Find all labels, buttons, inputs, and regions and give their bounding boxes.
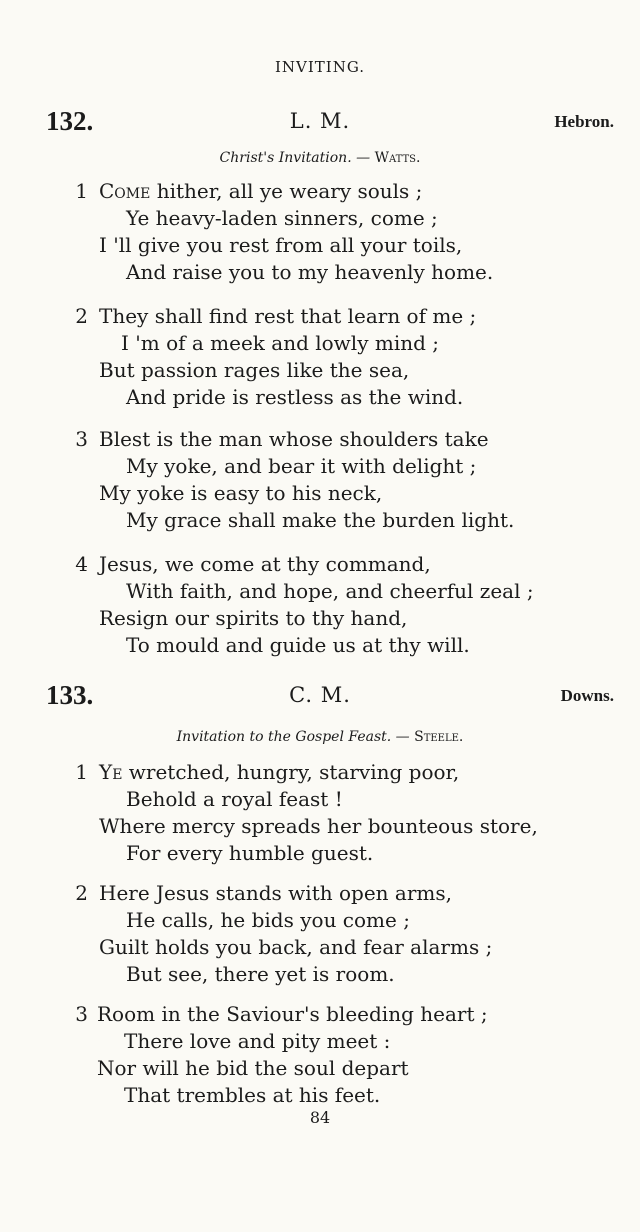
- stanza-number: 3: [75, 1002, 88, 1026]
- verse-line: My grace shall make the burden light.: [126, 508, 515, 532]
- hymn-number: 133.: [46, 680, 94, 710]
- verse-line: To mould and guide us at thy will.: [126, 633, 470, 657]
- verse-text: hither, all ye weary souls ;: [150, 179, 423, 203]
- verse-line: Behold a royal feast !: [126, 787, 343, 811]
- verse-line: Room in the Saviour's bleeding heart ;: [97, 1002, 488, 1026]
- running-head: INVITING.: [274, 58, 366, 76]
- verse-text: wretched, hungry, starving poor,: [122, 760, 460, 784]
- verse-line: I 'm of a meek and lowly mind ;: [121, 331, 439, 355]
- verse-line: Ye heavy-laden sinners, come ;: [126, 206, 438, 230]
- verse-line: But see, there yet is room.: [126, 962, 395, 986]
- verse-line: And raise you to my heavenly home.: [126, 260, 494, 284]
- verse-line: They shall find rest that learn of me ;: [99, 304, 477, 328]
- verse-line: My yoke is easy to his neck,: [99, 481, 383, 505]
- verse-line: Jesus, we come at thy command,: [99, 552, 431, 576]
- hymn-header-132: [0, 106, 640, 138]
- verse-line: Blest is the man whose shoulders take: [99, 427, 489, 451]
- verse-line: There love and pity meet :: [124, 1029, 391, 1053]
- first-word: Ye: [99, 760, 123, 784]
- hymn-number: 132.: [46, 106, 94, 136]
- hymn-header-133: [0, 680, 640, 712]
- hymn-author: Steele.: [414, 729, 464, 745]
- hymn-meter: C. M.: [289, 683, 351, 707]
- verse-line: Resign our spirits to thy hand,: [99, 606, 408, 630]
- hymn-subtitle: Invitation to the Gospel Feast. — Steele.: [176, 729, 464, 745]
- verse-line: He calls, he bids you come ;: [126, 908, 410, 932]
- hymn-tune: Downs.: [560, 686, 614, 705]
- verse-line: That trembles at his feet.: [124, 1083, 381, 1107]
- verse-line: With faith, and hope, and cheerful zeal ;: [126, 579, 534, 603]
- verse-line: [99, 759, 459, 786]
- hymn-author: Watts.: [374, 150, 421, 166]
- hymn-title: Christ's Invitation.: [219, 150, 352, 166]
- verse-line: My yoke, and bear it with delight ;: [126, 454, 477, 478]
- stanza-number: 1: [75, 179, 88, 203]
- hymn-subtitle: Christ's Invitation. — Watts.: [219, 150, 421, 166]
- stanza-number: 4: [75, 552, 88, 576]
- verse-line: Nor will he bid the soul depart: [97, 1056, 409, 1080]
- verse-line: Here Jesus stands with open arms,: [99, 881, 452, 905]
- hymn-tune: Hebron.: [554, 112, 614, 131]
- page-number: 84: [309, 1108, 331, 1127]
- verse-line: [99, 178, 422, 205]
- verse-line: For every humble guest.: [126, 841, 374, 865]
- hymn-meter: L. M.: [289, 109, 351, 133]
- verse-line: I 'll give you rest from all your toils,: [99, 233, 463, 257]
- verse-line: But passion rages like the sea,: [99, 358, 410, 382]
- stanza-number: 3: [75, 427, 88, 451]
- stanza-number: 2: [75, 881, 88, 905]
- verse-line: Where mercy spreads her bounteous store,: [99, 814, 538, 838]
- verse-line: Guilt holds you back, and fear alarms ;: [99, 935, 493, 959]
- stanza-number: 2: [75, 304, 88, 328]
- hymn-title: Invitation to the Gospel Feast.: [176, 729, 392, 745]
- verse-line: And pride is restless as the wind.: [126, 385, 464, 409]
- first-word: Come: [99, 179, 151, 203]
- stanza-number: 1: [75, 760, 88, 784]
